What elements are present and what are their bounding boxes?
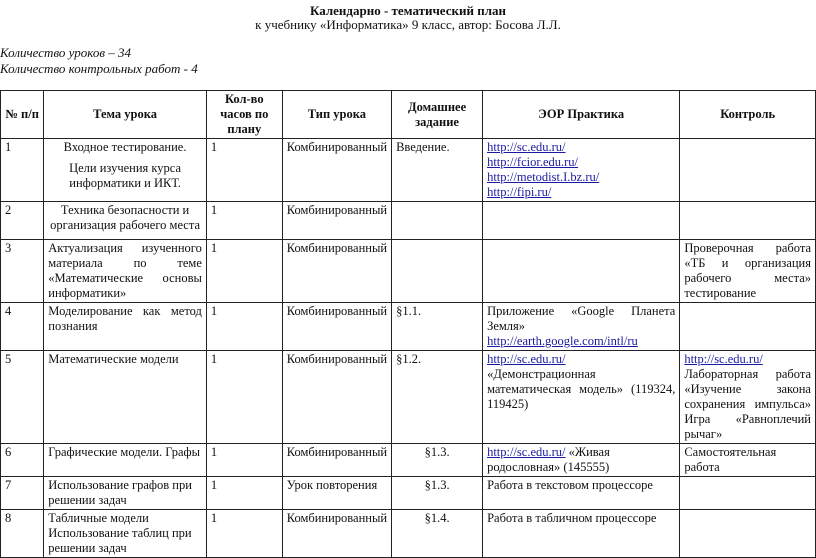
row-type: Комбинированный xyxy=(282,202,391,240)
row-type: Комбинированный xyxy=(282,351,391,444)
row-hours: 1 xyxy=(206,477,282,510)
row-num: 5 xyxy=(1,351,44,444)
row-eor xyxy=(483,444,680,477)
row-control xyxy=(680,139,816,202)
topic-line: Табличные модели xyxy=(48,511,149,525)
table-row xyxy=(1,477,816,510)
header-hours: Кол-во часов по плану xyxy=(206,91,282,139)
row-eor xyxy=(483,139,680,202)
row-eor xyxy=(483,351,680,444)
row-control xyxy=(680,202,816,240)
row-control xyxy=(680,303,816,351)
row-type: Комбинированный xyxy=(282,240,391,303)
row-eor xyxy=(483,240,680,303)
eor-link[interactable]: http://sc.edu.ru/ xyxy=(487,352,566,366)
row-control: Проверочная работа «ТБ и организация рабочего места» тестирование xyxy=(680,240,816,303)
row-topic: Математические модели xyxy=(44,351,207,444)
row-eor: Работа в текстовом процессоре xyxy=(483,477,680,510)
page-title: Календарно - тематический план xyxy=(309,3,507,18)
eor-link[interactable]: http://fcior.edu.ru/ xyxy=(487,155,579,169)
table-row xyxy=(1,303,816,351)
table-row xyxy=(1,139,816,202)
row-hours: 1 xyxy=(206,444,282,477)
row-type: Урок повторения xyxy=(282,477,391,510)
page-subtitle: к учебнику «Информатика» 9 класс, автор: Босова Л.Л. xyxy=(255,17,561,32)
header-homework: Домашнее задание xyxy=(392,91,483,139)
row-homework: §1.1. xyxy=(392,303,483,351)
row-hours: 1 xyxy=(206,139,282,202)
row-homework xyxy=(392,202,483,240)
row-homework: §1.3. xyxy=(392,477,483,510)
row-homework: §1.3. xyxy=(392,444,483,477)
row-num: 8 xyxy=(1,510,44,558)
row-control: Самостоятельная работа xyxy=(680,444,816,477)
header-type: Тип урока xyxy=(282,91,391,139)
eor-text: «Демонстрационная математическая модель» (119324, 119425) xyxy=(487,367,676,411)
table-row xyxy=(1,351,816,444)
row-control xyxy=(680,351,816,444)
row-homework: Введение. xyxy=(392,139,483,202)
row-type: Комбинированный xyxy=(282,444,391,477)
row-hours: 1 xyxy=(206,351,282,444)
topic-line: Использование таблиц при решении задач xyxy=(48,526,192,555)
row-num: 6 xyxy=(1,444,44,477)
row-type: Комбинированный xyxy=(282,303,391,351)
row-homework: §1.4. xyxy=(392,510,483,558)
row-hours: 1 xyxy=(206,303,282,351)
eor-link[interactable]: http://fipi.ru/ xyxy=(487,185,552,199)
header-topic: Тема урока xyxy=(44,91,207,139)
row-homework: §1.2. xyxy=(392,351,483,444)
eor-text: Приложение «Google Планета Земля» xyxy=(487,304,676,333)
row-type: Комбинированный xyxy=(282,510,391,558)
lessons-count: Количество уроков – 34 xyxy=(0,45,131,60)
row-hours: 1 xyxy=(206,240,282,303)
table-header-row xyxy=(1,91,816,139)
header-eor: ЭОР Практика xyxy=(483,91,680,139)
table-row xyxy=(1,202,816,240)
row-topic: Техника безопасности и организация рабочего места xyxy=(44,202,207,240)
row-topic: Использование графов при решении задач xyxy=(44,477,207,510)
table-row xyxy=(1,240,816,303)
row-eor xyxy=(483,202,680,240)
eor-link[interactable]: http://sc.edu.ru/ xyxy=(487,140,566,154)
row-homework xyxy=(392,240,483,303)
row-control xyxy=(680,510,816,558)
row-num: 2 xyxy=(1,202,44,240)
row-hours: 1 xyxy=(206,202,282,240)
row-topic xyxy=(44,510,207,558)
table-row xyxy=(1,510,816,558)
row-num: 7 xyxy=(1,477,44,510)
control-text: Лабораторная работа «Изучение закона сохранения импульса» Игра «Равноплечий рычаг» xyxy=(684,367,811,441)
row-topic: Моделирование как метод познания xyxy=(44,303,207,351)
topic-line: Входное тестирование. xyxy=(63,140,187,154)
row-num: 4 xyxy=(1,303,44,351)
row-topic: Графические модели. Графы xyxy=(44,444,207,477)
row-control xyxy=(680,477,816,510)
header-control: Контроль xyxy=(680,91,816,139)
calendar-plan-table xyxy=(0,90,816,558)
table-row xyxy=(1,444,816,477)
control-link[interactable]: http://sc.edu.ru/ xyxy=(684,352,763,366)
row-num: 3 xyxy=(1,240,44,303)
row-eor xyxy=(483,303,680,351)
eor-link[interactable]: http://sc.edu.ru/ xyxy=(487,445,566,459)
eor-text: «Живая родословная» (145555) xyxy=(487,445,610,474)
tests-count: Количество контрольных работ - 4 xyxy=(0,61,198,76)
row-topic: Актуализация изученного материала по теме «Математические основы информатики» xyxy=(44,240,207,303)
row-topic xyxy=(44,139,207,202)
eor-link[interactable]: http://metodist.I.bz.ru/ xyxy=(487,170,600,184)
row-num: 1 xyxy=(1,139,44,202)
header-num: № п/п xyxy=(1,91,44,139)
topic-line: Цели изучения курса информатики и ИКТ. xyxy=(69,161,182,190)
row-eor: Работа в табличном процессоре xyxy=(483,510,680,558)
row-type: Комбинированный xyxy=(282,139,391,202)
row-hours: 1 xyxy=(206,510,282,558)
eor-link[interactable]: http://earth.google.com/intl/ru xyxy=(487,334,638,348)
